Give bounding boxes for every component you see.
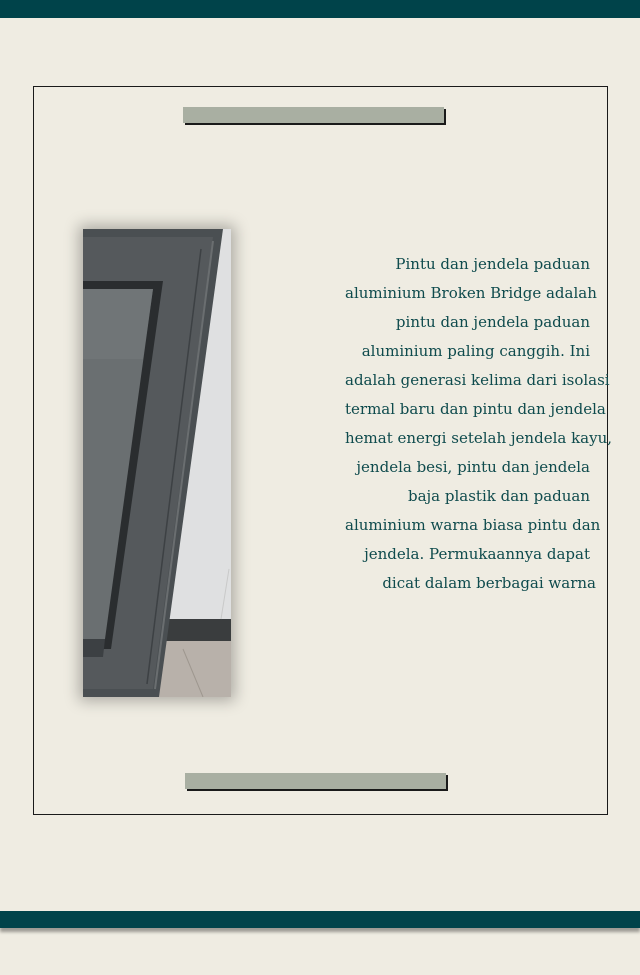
top-title-strip — [183, 107, 444, 123]
bottom-footer-bar — [0, 911, 640, 928]
description-line: dicat dalam berbagai warna — [382, 574, 596, 592]
description-line: aluminium paling canggih. Ini — [361, 342, 590, 360]
description-line: jendela. Permukaannya dapat — [364, 545, 590, 563]
bottom-title-strip — [185, 773, 446, 789]
description-line: termal baru dan pintu dan jendela — [345, 400, 606, 418]
description-line: pintu dan jendela paduan — [395, 313, 590, 331]
description-line: aluminium warna biasa pintu dan — [345, 516, 601, 534]
description-line: jendela besi, pintu dan jendela — [356, 458, 590, 476]
description-line: Pintu dan jendela paduan — [395, 255, 590, 273]
description-line: hemat energi setelah jendela kayu, — [345, 429, 613, 447]
description-line: aluminium Broken Bridge adalah — [345, 284, 597, 302]
description-line: adalah generasi kelima dari isolasi — [345, 371, 610, 389]
description-text — [345, 250, 613, 598]
top-header-bar — [0, 0, 640, 18]
window-frame-photo — [83, 229, 231, 697]
description-line: baja plastik dan paduan — [407, 487, 590, 505]
